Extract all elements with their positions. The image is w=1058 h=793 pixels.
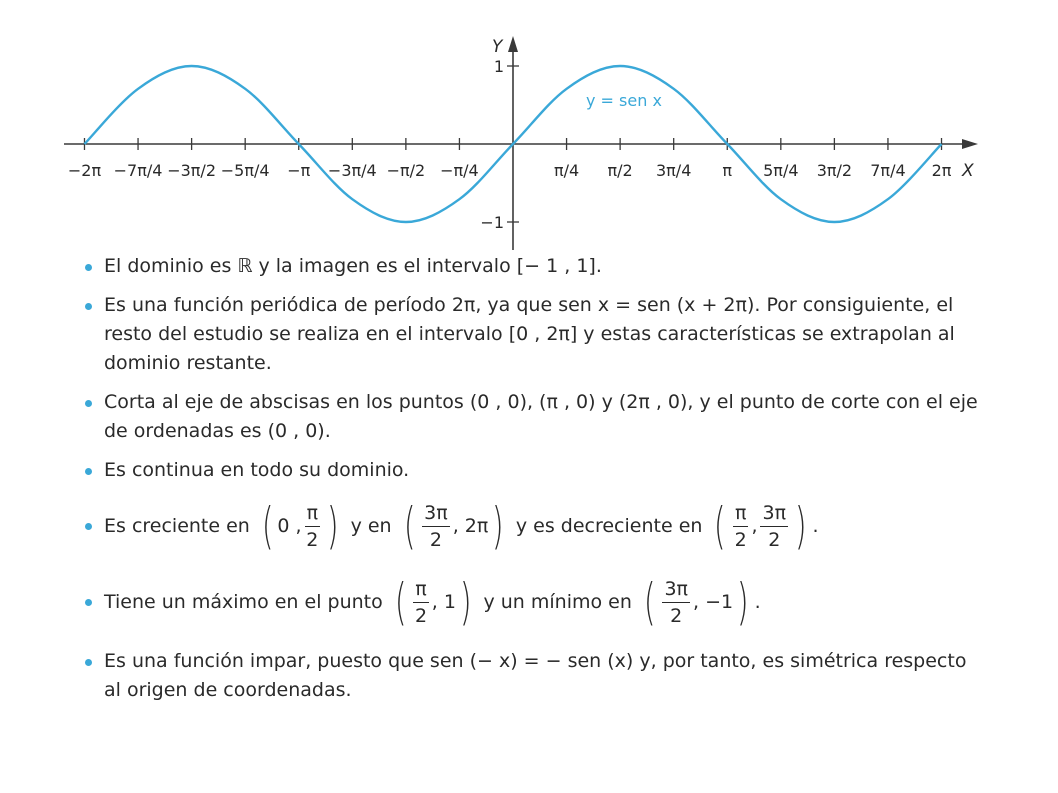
paren-open: ( xyxy=(643,573,656,631)
property-intercepts-text: Corta al eje de abscisas en los puntos (0 , 0), (π , 0) y (2π , 0), y el punto de corte con el eje de ordenadas es (0 , 0). xyxy=(104,391,978,442)
x-tick-label: −π/4 xyxy=(440,161,479,180)
property-monotonicity xyxy=(82,495,982,557)
property-odd xyxy=(82,647,982,705)
interval-start: 0 , xyxy=(277,514,302,537)
fraction-denominator: 2 xyxy=(414,604,428,627)
extrema-text-2: y un mínimo en xyxy=(477,590,638,613)
monotonicity-text-2: y en xyxy=(344,514,398,537)
fraction xyxy=(733,500,748,553)
point-y: , −1 xyxy=(692,590,734,613)
x-tick-label: π/4 xyxy=(553,161,580,180)
y-axis-label: Y xyxy=(492,37,503,57)
fraction xyxy=(305,500,320,553)
y-axis-arrow xyxy=(508,36,518,52)
x-tick-label: 2π xyxy=(931,161,952,180)
maximum-point xyxy=(391,573,476,631)
sine-graph xyxy=(0,0,1058,250)
fraction-numerator: 3π xyxy=(662,576,690,603)
curve-label: y = sen x xyxy=(586,91,662,110)
property-odd-text: Es una función impar, puesto que sen (− x) = − sen (x) y, por tanto, es simétrica respecto al origen de coordenadas. xyxy=(104,650,967,701)
x-tick-label: 7π/4 xyxy=(870,161,906,180)
period: . xyxy=(754,590,761,613)
interval-end: , 2π xyxy=(452,514,489,537)
monotonicity-text-3: y es decreciente en xyxy=(509,514,709,537)
fraction-numerator: 3π xyxy=(422,500,450,527)
paren-open: ( xyxy=(394,573,407,631)
x-tick-label: −3π/2 xyxy=(167,161,217,180)
fraction-denominator: 2 xyxy=(429,528,442,551)
interval-increasing-1 xyxy=(258,497,343,555)
fraction xyxy=(760,500,788,553)
x-axis-arrow xyxy=(962,139,978,149)
paren-close: ) xyxy=(492,497,504,555)
property-continuity xyxy=(82,456,982,485)
fraction-denominator: 2 xyxy=(670,604,683,627)
x-tick-label: −7π/4 xyxy=(113,161,163,180)
separator: , xyxy=(751,514,758,537)
property-period xyxy=(82,291,982,378)
property-domain xyxy=(82,252,982,281)
x-tick-label: −2π xyxy=(67,161,102,180)
fraction-numerator: π xyxy=(305,500,320,527)
x-tick-label: −π xyxy=(287,161,311,180)
monotonicity-text-1: Es creciente en xyxy=(104,514,256,537)
property-domain-text: El dominio es ℝ y la imagen es el intervalo [− 1 , 1]. xyxy=(104,255,602,277)
paren-close: ) xyxy=(736,573,749,631)
x-tick-label: 3π/2 xyxy=(816,161,853,180)
fraction-denominator: 2 xyxy=(306,528,319,551)
period: . xyxy=(812,514,819,537)
fraction-numerator: 3π xyxy=(760,500,788,527)
property-continuity-text: Es continua en todo su dominio. xyxy=(104,459,410,481)
property-extrema xyxy=(82,571,982,633)
fraction-denominator: 2 xyxy=(768,528,781,551)
x-tick-label: −3π/4 xyxy=(327,161,377,180)
paren-close: ) xyxy=(794,497,807,555)
paren-close: ) xyxy=(459,573,472,631)
x-tick-label: π xyxy=(722,161,733,180)
x-axis-label: X xyxy=(962,161,974,181)
fraction-denominator: 2 xyxy=(734,528,747,551)
fraction-numerator: π xyxy=(413,576,428,603)
x-tick-label: −π/2 xyxy=(386,161,426,180)
paren-open: ( xyxy=(403,497,416,555)
y-tick-label: 1 xyxy=(493,57,504,76)
fraction xyxy=(413,576,428,629)
y-tick-label: −1 xyxy=(480,213,504,232)
x-tick-label: 3π/4 xyxy=(655,161,692,180)
x-tick-label: π/2 xyxy=(607,161,633,180)
interval-decreasing xyxy=(710,497,810,555)
paren-close: ) xyxy=(326,497,339,555)
property-period-text: Es una función periódica de período 2π, ya que sen x = sen (x + 2π). Por consiguiente, el resto del estudio se realiza en el intervalo [0 , 2π] y estas características se extrapolan al dominio restante. xyxy=(104,294,955,374)
fraction xyxy=(422,500,450,553)
extrema-text-1: Tiene un máximo en el punto xyxy=(104,590,389,613)
properties-list xyxy=(82,252,982,715)
minimum-point xyxy=(640,573,753,631)
point-y: , 1 xyxy=(431,590,456,613)
interval-increasing-2 xyxy=(400,497,508,555)
paren-open: ( xyxy=(261,497,274,555)
fraction-numerator: π xyxy=(733,500,748,527)
fraction xyxy=(662,576,690,629)
x-tick-label: −5π/4 xyxy=(220,161,270,180)
property-intercepts xyxy=(82,388,982,446)
paren-open: ( xyxy=(714,497,727,555)
x-tick-label: 5π/4 xyxy=(763,161,799,180)
